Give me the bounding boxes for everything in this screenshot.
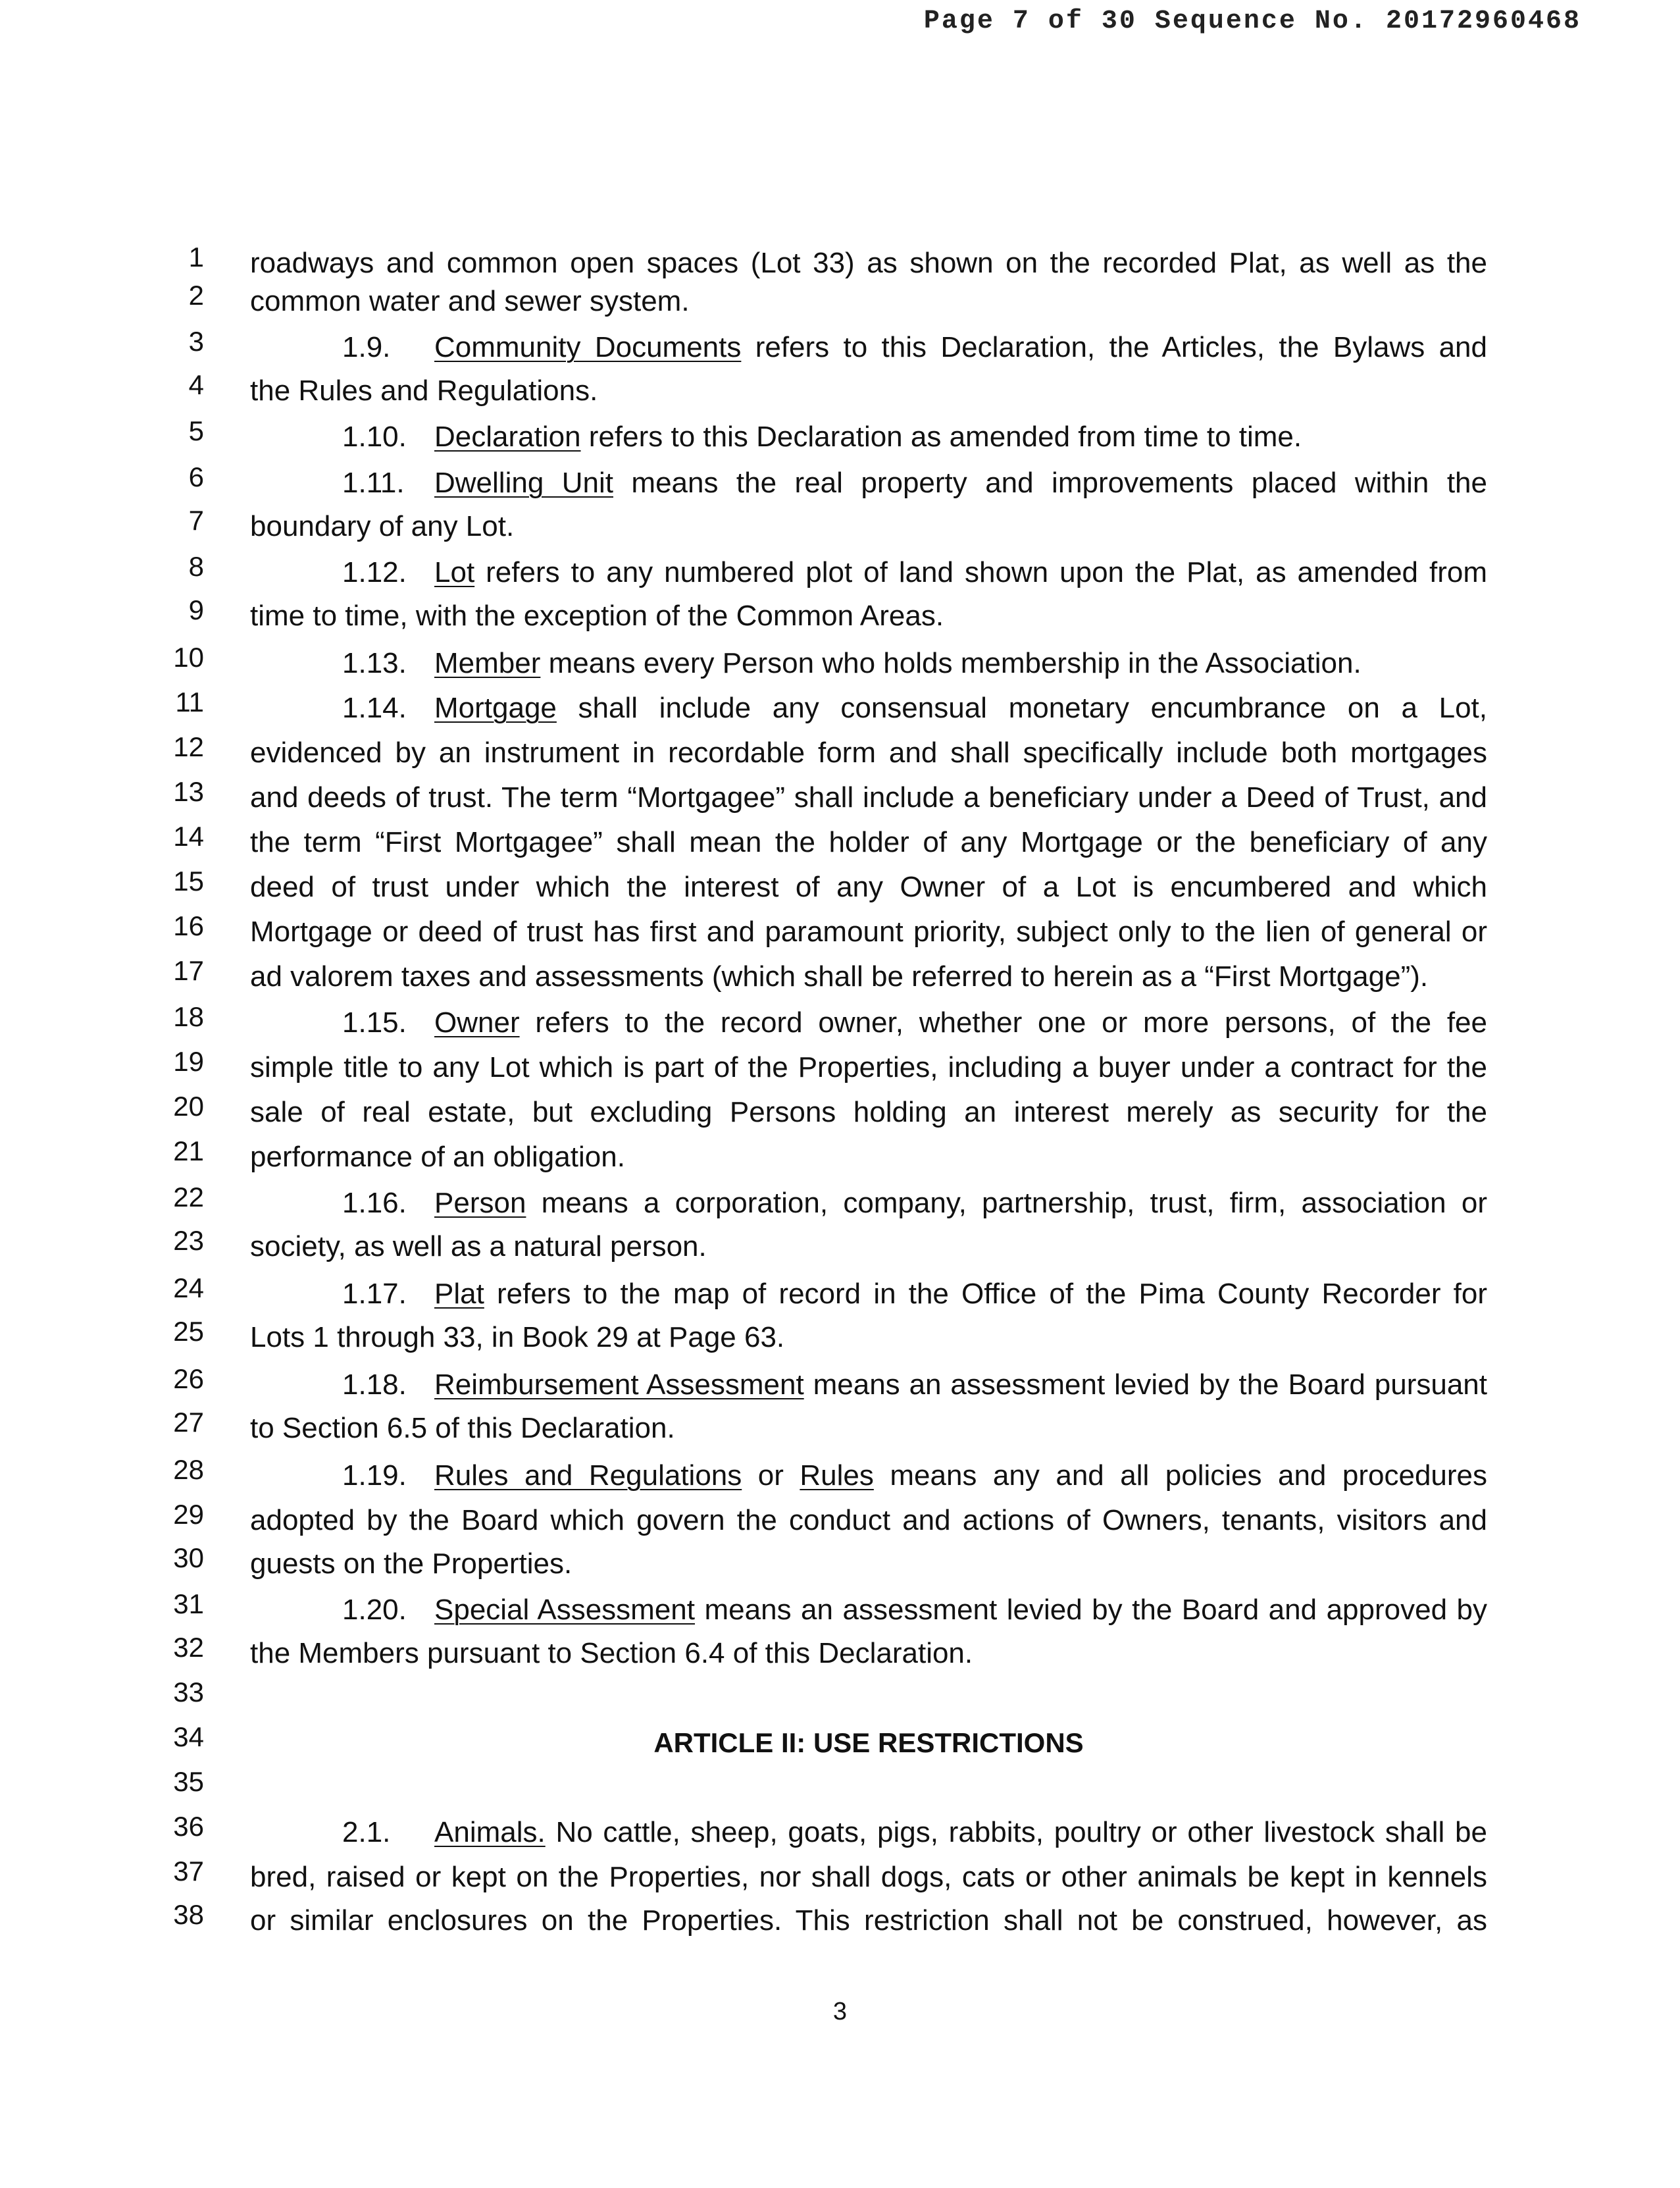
line-number: 13 (173, 776, 204, 807)
line-number: 38 (173, 1899, 204, 1930)
line-number: 16 (173, 910, 204, 941)
definition-plat (250, 1276, 1487, 1313)
section-number: 1.18. (342, 1368, 407, 1401)
document-line-18 (0, 1001, 1680, 1049)
line-text: Lots 1 through 33, in Book 29 at Page 63. (250, 1321, 785, 1353)
document-line-23 (0, 1225, 1680, 1273)
line-number: 37 (173, 1856, 204, 1887)
line-text: boundary of any Lot. (250, 510, 515, 542)
section-number: 1.10. (342, 421, 407, 453)
defined-term: Lot (434, 556, 475, 588)
line-text: ad valorem taxes and assessments (which shall be referred to herein as a “First Mortgage”). (250, 960, 1429, 993)
document-line-28 (0, 1454, 1680, 1502)
line-number: 22 (173, 1182, 204, 1212)
line-text: bred, raised or kept on the Properties, nor shall dogs, cats or other animals be kept in kennels (250, 1861, 1487, 1893)
document-line-6 (0, 461, 1680, 509)
document-line-19 (0, 1046, 1680, 1094)
definition-mortgage (250, 690, 1487, 727)
document-line-31 (0, 1588, 1680, 1636)
definition-reimbursement-assessment (250, 1367, 1487, 1403)
line-number: 19 (173, 1046, 204, 1077)
section-number: 1.9. (342, 331, 391, 363)
line-number: 34 (173, 1721, 204, 1752)
definition-person (250, 1185, 1487, 1222)
section-animals (250, 1814, 1487, 1851)
line-text: society, as well as a natural person. (250, 1230, 707, 1263)
line-number: 25 (173, 1316, 204, 1347)
line-number: 2 (188, 280, 204, 311)
section-number: 1.12. (342, 556, 407, 588)
document-line-9 (0, 594, 1680, 642)
line-number: 9 (188, 594, 204, 625)
definition-text: means any and all policies and procedures (873, 1459, 1487, 1492)
document-line-30 (0, 1542, 1680, 1590)
definition-text: refers to this Declaration, the Articles, the Bylaws and (741, 331, 1487, 363)
line-text: performance of an obligation. (250, 1141, 625, 1173)
line-number: 8 (188, 551, 204, 582)
definition-text: refers to this Declaration as amended from time to time. (580, 421, 1302, 453)
article-heading: ARTICLE II: USE RESTRICTIONS (653, 1727, 1084, 1758)
document-line-13 (0, 776, 1680, 824)
definition-text: refers to any numbered plot of land shown upon the Plat, as amended from (474, 556, 1487, 588)
document-line-17 (0, 955, 1680, 1003)
defined-term-alt: Rules (800, 1459, 874, 1492)
line-text: the Members pursuant to Section 6.4 of this Declaration. (250, 1637, 973, 1669)
line-number: 32 (173, 1632, 204, 1663)
document-line-21 (0, 1135, 1680, 1184)
document-line-3 (0, 326, 1680, 374)
line-number: 23 (173, 1225, 204, 1256)
defined-term: Declaration (434, 421, 581, 453)
line-text: the Rules and Regulations. (250, 375, 598, 407)
line-number: 15 (173, 866, 204, 897)
line-text: deed of trust under which the interest of any Owner of a Lot is encumbered and which (250, 871, 1487, 903)
line-number: 7 (188, 505, 204, 536)
line-text: roadways and common open spaces (Lot 33) as shown on the recorded Plat, as well as the (250, 247, 1487, 279)
document-line-20 (0, 1091, 1680, 1139)
line-number: 28 (173, 1454, 204, 1485)
document-line-7 (0, 505, 1680, 553)
document-line-26 (0, 1363, 1680, 1411)
defined-term: Owner (434, 1006, 520, 1039)
line-number: 5 (188, 415, 204, 446)
section-number: 1.15. (342, 1006, 407, 1039)
document-line-14 (0, 821, 1680, 869)
document-line-10 (0, 642, 1680, 690)
section-title: Animals. (434, 1816, 546, 1848)
line-number: 26 (173, 1363, 204, 1394)
line-text: Mortgage or deed of trust has first and paramount priority, subject only to the lien of general or (250, 916, 1487, 948)
defined-term: Plat (434, 1278, 484, 1310)
line-text: adopted by the Board which govern the conduct and actions of Owners, tenants, visitors and (250, 1504, 1487, 1536)
line-text: evidenced by an instrument in recordable form and shall specifically include both mortgages (250, 737, 1487, 769)
defined-term: Special Assessment (434, 1594, 696, 1626)
line-text: time to time, with the exception of the Common Areas. (250, 600, 944, 632)
defined-term: Mortgage (434, 692, 557, 724)
document-line-37 (0, 1856, 1680, 1904)
line-number: 31 (173, 1588, 204, 1619)
document-line-33 (0, 1677, 1680, 1725)
document-line-15 (0, 866, 1680, 914)
line-text: sale of real estate, but excluding Persons holding an interest merely as security for the (250, 1096, 1487, 1128)
section-number: 1.14. (342, 692, 407, 724)
definition-rules-and-regulations (250, 1457, 1487, 1494)
defined-term: Dwelling Unit (434, 467, 613, 499)
section-number: 1.19. (342, 1459, 407, 1492)
line-text: to Section 6.5 of this Declaration. (250, 1412, 675, 1444)
document-line-24 (0, 1272, 1680, 1320)
document-line-2 (0, 280, 1680, 328)
line-text: common water and sewer system. (250, 285, 690, 317)
section-number: 1.16. (342, 1187, 407, 1219)
line-number: 14 (173, 821, 204, 852)
definition-text: refers to the map of record in the Office of the Pima County Recorder for (484, 1278, 1487, 1310)
definition-text: means the real property and improvements placed within the (613, 467, 1487, 499)
definition-text: means an assessment levied by the Board and approved by (695, 1594, 1487, 1626)
definition-text: shall include any consensual monetary encumbrance on a Lot, (556, 692, 1487, 724)
document-line-29 (0, 1499, 1680, 1547)
definition-declaration (250, 419, 1487, 456)
conjunction-text: or (742, 1459, 800, 1492)
definition-community-documents (250, 329, 1487, 366)
line-number: 12 (173, 731, 204, 762)
document-line-35 (0, 1766, 1680, 1814)
line-number: 4 (188, 369, 204, 400)
line-number: 21 (173, 1135, 204, 1166)
line-number: 33 (173, 1677, 204, 1707)
defined-term: Person (434, 1187, 526, 1219)
document-line-25 (0, 1316, 1680, 1364)
document-line-22 (0, 1182, 1680, 1230)
document-line-5 (0, 415, 1680, 463)
line-number: 30 (173, 1542, 204, 1573)
line-number: 17 (173, 955, 204, 986)
definition-member (250, 645, 1487, 682)
document-line-11 (0, 687, 1680, 735)
document-line-34 (0, 1721, 1680, 1769)
line-number: 24 (173, 1272, 204, 1303)
definition-special-assessment (250, 1592, 1487, 1628)
line-number: 20 (173, 1091, 204, 1122)
line-text: simple title to any Lot which is part of the Properties, including a buyer under a contract for the (250, 1051, 1487, 1083)
line-number: 29 (173, 1499, 204, 1530)
document-line-8 (0, 551, 1680, 599)
defined-term: Community Documents (434, 331, 742, 363)
section-text: No cattle, sheep, goats, pigs, rabbits, poultry or other livestock shall be (545, 1816, 1487, 1848)
definition-text: refers to the record owner, whether one or more persons, of the fee (519, 1006, 1487, 1039)
document-line-12 (0, 731, 1680, 779)
line-number: 6 (188, 461, 204, 492)
document-line-27 (0, 1407, 1680, 1455)
line-text: the term “First Mortgagee” shall mean the holder of any Mortgage or the beneficiary of any (250, 826, 1487, 858)
defined-term: Reimbursement Assessment (434, 1368, 804, 1401)
line-number: 35 (173, 1766, 204, 1797)
line-text: or similar enclosures on the Properties. This restriction shall not be construed, however, as (250, 1904, 1487, 1937)
document-line-32 (0, 1632, 1680, 1680)
section-number: 1.13. (342, 647, 407, 679)
line-text: guests on the Properties. (250, 1548, 573, 1580)
document-line-16 (0, 910, 1680, 958)
section-number: 1.20. (342, 1594, 407, 1626)
line-number: 1 (188, 242, 204, 273)
definition-text: means every Person who holds membership in the Association. (540, 647, 1362, 679)
line-number: 18 (173, 1001, 204, 1032)
definition-lot (250, 554, 1487, 591)
line-number: 11 (175, 687, 204, 717)
definition-dwelling-unit (250, 465, 1487, 502)
defined-term: Member (434, 647, 541, 679)
definition-text: means an assessment levied by the Board pursuant (803, 1368, 1487, 1401)
definition-text: means a corporation, company, partnership, trust, firm, association or (526, 1187, 1487, 1219)
line-number: 10 (173, 642, 204, 673)
page-number: 3 (832, 1998, 848, 2025)
definition-owner (250, 1004, 1487, 1041)
document-line-38 (0, 1899, 1680, 1947)
line-number: 27 (173, 1407, 204, 1438)
document-line-36 (0, 1811, 1680, 1859)
section-number: 1.11. (342, 467, 405, 499)
line-number: 36 (173, 1811, 204, 1842)
section-number: 2.1. (342, 1816, 391, 1848)
section-number: 1.17. (342, 1278, 407, 1310)
document-line-4 (0, 369, 1680, 417)
defined-term: Rules and Regulations (434, 1459, 742, 1492)
line-number: 3 (188, 326, 204, 357)
line-text: and deeds of trust. The term “Mortgagee” shall include a beneficiary under a Deed of Trust, and (250, 781, 1487, 814)
sequence-header: Page 7 of 30 Sequence No. 20172960468 (923, 7, 1581, 36)
